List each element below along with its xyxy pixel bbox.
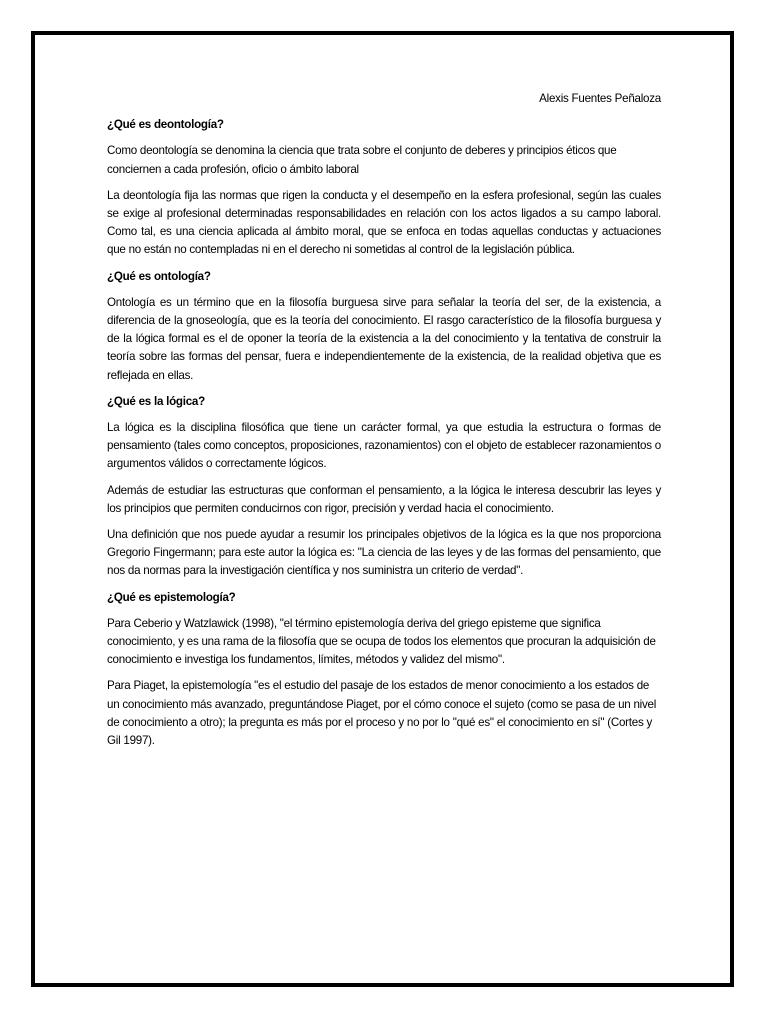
- heading-ontologia: ¿Qué es ontología?: [107, 269, 211, 283]
- paragraph: La deontología fija las normas que rigen la conducta y el desempeño en la esfera profesional, según las cuales se exige al profesional determinadas responsabilidades en relación con los actos ligados a su campo laboral. Como tal, es una ciencia aplicada al ámbito moral, que se enfoca en todas aquellas conductas y actuaciones que no están no contempladas ni en el derecho ni sometidas al control de la legislación pública.: [107, 188, 661, 257]
- heading-epistemologia: ¿Qué es epistemología?: [107, 590, 236, 604]
- paragraph: La lógica es la disciplina filosófica que tiene un carácter formal, ya que estudia la estructura o formas de pensamiento (tales como conceptos, proposiciones, razonamientos) con el objeto de establecer razonamientos o argumentos válidos o correctamente lógicos.: [107, 421, 661, 471]
- paragraph: Para Piaget, la epistemología "es el estudio del pasaje de los estados de menor conocimiento a los estados de un conocimiento más avanzado, preguntándose Piaget, por el cómo conoce el sujeto (como se pasa de un nivel de conocimiento a otro); la pregunta es más por el proceso y no por lo "qué es" el conocimiento en sí" (Cortes y Gil 1997).: [107, 679, 657, 748]
- paragraph: Para Ceberio y Watzlawick (1998), "el término epistemología deriva del griego episteme que significa conocimiento, y es una rama de la filosofía que se ocupa de todos los elementos que procuran la adquisición de conocimiento e investiga los fundamentos, límites, métodos y validez del mismo".: [107, 616, 656, 667]
- document-body: [107, 90, 661, 758]
- paragraph: Como deontología se denomina la ciencia que trata sobre el conjunto de deberes y principios éticos que conciernen a cada profesión, oficio o ámbito laboral: [107, 144, 617, 176]
- paragraph: Además de estudiar las estructuras que conforman el pensamiento, a la lógica le interesa descubrir las leyes y los principios que permiten conducirnos con rigor, precisión y verdad hacia el conocimiento.: [107, 483, 661, 515]
- author-name: Alexis Fuentes Peñaloza: [539, 92, 661, 105]
- paragraph: Una definición que nos puede ayudar a resumir los principales objetivos de la lógica es la que nos proporciona Gregorio Fingermann; para este autor la lógica es: "La ciencia de las leyes y de las formas del pensamiento, que nos da normas para la investigación científica y nos suministra un criterio de verdad".: [107, 528, 661, 578]
- paragraph: Ontología es un término que en la filosofía burguesa sirve para señalar la teoría del ser, de la existencia, a diferencia de la gnoseología, que es la teoría del conocimiento. El rasgo característico de la filosofía burguesa y de la lógica formal es el de oponer la teoría de la existencia a la del conocimiento y la tentativa de construir la teoría sobre las formas del pensar, fuera e independientemente de la existencia, de la realidad objetiva que es reflejada en ellas.: [107, 295, 661, 382]
- heading-deontologia: ¿Qué es deontología?: [107, 118, 224, 132]
- heading-logica: ¿Qué es la lógica?: [107, 394, 205, 408]
